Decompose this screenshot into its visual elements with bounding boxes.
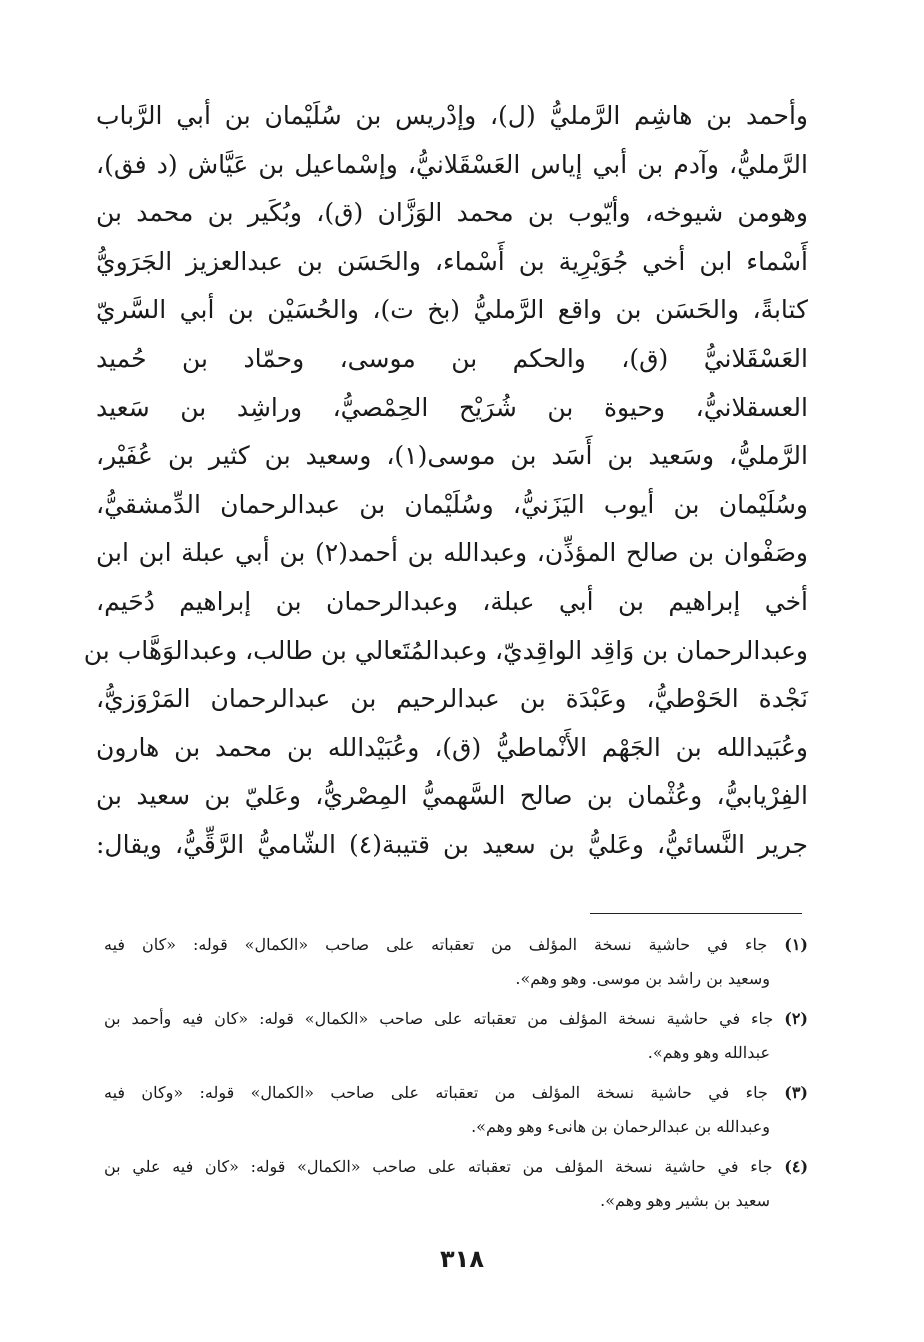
footnote-text: جاء في حاشية نسخة المؤلف من تعقباته على صاحب «الكمال» قوله: «كان فيه وأحمد بن	[104, 1009, 774, 1028]
main-text	[83, 92, 808, 870]
footnote-text: جاء في حاشية نسخة المؤلف من تعقباته على صاحب «الكمال» قوله: «كان فيه	[104, 935, 768, 954]
footnote-3	[104, 1076, 808, 1144]
footnote-continuation: وعبدالله بن عبدالرحمان بن هانىء وهو وهم».	[471, 1117, 770, 1136]
text-line: العَسْقَلانيُّ (ق)، والحكم بن موسى، وحمّاد بن حُميد	[96, 343, 808, 373]
text-line: وعُبَيدالله بن الجَهْم الأَنْماطيُّ (ق)، وعُبَيْدالله بن محمد بن هارون	[96, 732, 808, 762]
footnote-first-line	[104, 1076, 808, 1110]
footnote-first-line	[104, 928, 808, 962]
footnotes	[104, 928, 808, 1224]
text-line: وعبدالرحمان بن وَاقِد الواقِديّ، وعبدالمُتَعالي بن طالب، وعبدالوَهَّاب بن	[83, 635, 808, 665]
footnote-number: (٣)	[784, 1083, 808, 1102]
footnote-first-line	[104, 1002, 808, 1036]
text-line: العسقلانيُّ، وحيوة بن شُرَيْح الحِمْصيُّ، وراشِد بن سَعيد	[96, 392, 808, 422]
text-line: وسُلَيْمان بن أيوب اليَزَنيُّ، وسُلَيْمان بن عبدالرحمان الدِّمشقيُّ،	[96, 489, 808, 519]
text-line: وهومن شيوخه، وأيّوب بن محمد الوَزَّان (ق)، وبُكَير بن محمد بن	[96, 198, 808, 228]
footnote-continuation: وسعيد بن راشد بن موسى. وهو وهم».	[515, 969, 770, 988]
footnote-2	[104, 1002, 808, 1070]
text-line: وصَفْوان بن صالح المؤذِّن، وعبدالله بن أحمد(٢) بن أبي عبلة ابن ابن	[96, 538, 808, 568]
footnote-first-line	[104, 1150, 808, 1184]
footnote-text: جاء في حاشية نسخة المؤلف من تعقباته على صاحب «الكمال» قوله: «وكان فيه	[104, 1083, 768, 1102]
text-line: وأحمد بن هاشِم الرَّمليُّ (ل)، وإدْريس بن سُلَيْمان بن أبي الرَّباب	[96, 101, 808, 130]
footnote-text: جاء في حاشية نسخة المؤلف من تعقباته على صاحب «الكمال» قوله: «كان فيه علي بن	[104, 1157, 773, 1176]
text-line: جرير النَّسائيُّ، وعَليُّ بن سعيد بن قتيبة(٤) الشّاميُّ الرَّقِّيُّ، ويقال:	[96, 829, 808, 859]
footnote-continuation: عبدالله وهو وهم».	[647, 1043, 770, 1062]
text-line: أَسْماء ابن أخي جُوَيْرِية بن أَسْماء، والحَسَن بن عبدالعزيز الجَرَويُّ	[96, 246, 808, 276]
footnote-number: (٤)	[784, 1157, 809, 1176]
text-line: الفِرْيابيُّ، وعُثْمان بن صالح السَّهميُّ المِصْريُّ، وعَليّ بن سعيد بن	[96, 781, 808, 811]
footnote-number: (١)	[784, 935, 808, 954]
text-line: أخي إبراهيم بن أبي عبلة، وعبدالرحمان بن إبراهيم دُحَيم،	[96, 586, 808, 616]
text-line: كتابةً، والحَسَن بن واقع الرَّمليُّ (بخ ت)، والحُسَيْن بن أبي السَّريّ	[96, 295, 808, 325]
page-number: ٣١٨	[440, 1245, 484, 1273]
text-line: الرَّمليُّ، وسَعيد بن أَسَد بن موسى(١)، وسعيد بن كثير بن عُفَيْر،	[96, 441, 808, 471]
footnote-number: (٢)	[784, 1009, 808, 1028]
footnote-4	[104, 1150, 808, 1218]
text-line: نَجْدة الحَوْطيُّ، وعَبْدَة بن عبدالرحيم بن عبدالرحمان المَرْوَزيُّ،	[96, 684, 808, 714]
footnote-1	[104, 928, 808, 996]
footnote-continuation: سعيد بن بشير وهو وهم».	[600, 1191, 770, 1210]
text-line: الرَّمليُّ، وآدم بن أبي إياس العَسْقَلانيُّ، وإسْماعيل بن عَيَّاش (د فق)،	[96, 149, 808, 179]
footnote-divider	[590, 913, 802, 914]
